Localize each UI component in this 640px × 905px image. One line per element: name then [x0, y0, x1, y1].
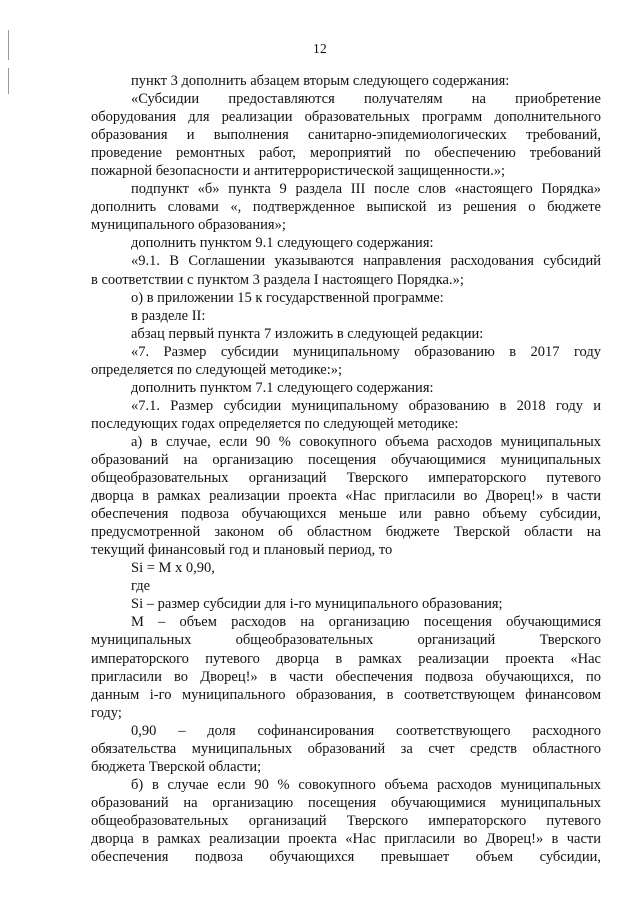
text-line: о) в приложении 15 к государственной программе:	[131, 289, 444, 306]
text-line: последующих годах определяется по следующей методике:	[91, 415, 459, 432]
text-line: в соответствии с пунктом 3 раздела I настоящего Порядка.»;	[91, 271, 464, 288]
scan-edge-mark	[8, 68, 9, 94]
text-line: общеобразовательных организаций Тверского императорского путевого	[91, 812, 601, 829]
text-line: муниципальных общеобразовательных организаций Тверского	[91, 632, 601, 649]
text-line: а) в случае, если 90 % совокупного объема расходов муниципальных	[131, 433, 601, 450]
text-line: дворца в рамках реализации проекта «Нас пригласили во Дворец!» в части	[91, 830, 601, 847]
page-number: 12	[313, 41, 327, 56]
text-line: пригласили во Дворец!» в части обеспечения подвоза обучающихся, по	[91, 668, 601, 685]
text-line: образований на организацию посещения обучающимися муниципальных	[91, 451, 601, 468]
text-line: подпункт «б» пункта 9 раздела III после слов «настоящего Порядка»	[131, 181, 601, 198]
text-line: «7. Размер субсидии муниципальному образованию в 2017 году	[131, 343, 601, 360]
text-line: Si – размер субсидии для i-го муниципального образования;	[131, 596, 503, 613]
text-line: «Субсидии предоставляются получателям на приобретение	[131, 91, 601, 108]
text-line: данным i-го муниципального образования, в соответствующем финансовом	[91, 686, 601, 703]
text-line: «9.1. В Соглашении указываются направления расходования субсидий	[131, 253, 601, 270]
text-line: Si = M x 0,90,	[131, 560, 215, 577]
text-line: бюджета Тверской области;	[91, 758, 262, 775]
text-line: образований на организацию посещения обучающимися муниципальных	[91, 794, 601, 811]
text-line: абзац первый пункта 7 изложить в следующей редакции:	[131, 325, 484, 342]
text-line: определяется по следующей методике:»;	[91, 361, 343, 378]
text-line: 0,90 – доля софинансирования соответствующего расходного	[131, 722, 601, 739]
text-line: «7.1. Размер субсидии муниципальному образованию в 2018 году и	[131, 397, 601, 414]
text-line: где	[131, 578, 151, 595]
text-line: М – объем расходов на организацию посещения обучающимися	[131, 614, 601, 631]
text-line: обеспечения подвоза обучающихся меньше или равно объему субсидии,	[91, 506, 601, 523]
text-line: обеспечения подвоза обучающихся превышает объем субсидии,	[91, 849, 601, 866]
text-line: дополнить пунктом 9.1 следующего содержания:	[131, 235, 434, 252]
text-line: предусмотренной законом об областном бюджете Тверской области на	[91, 524, 601, 541]
text-line: проведение ремонтных работ, мероприятий по обеспечению требований	[91, 145, 601, 162]
text-line: обязательства муниципальных образований за счет средств областного	[91, 740, 601, 757]
text-line: дополнить словами «, подтвержденное выпиской из решения о бюджете	[91, 199, 601, 216]
text-line: году;	[91, 704, 122, 721]
text-line: общеобразовательных организаций Тверского императорского путевого	[91, 470, 601, 487]
text-line: оборудования для реализации образовательных программ дополнительного	[91, 109, 601, 126]
text-line: б) в случае если 90 % совокупного объема расходов муниципальных	[131, 776, 601, 793]
document-body	[91, 72, 601, 866]
text-line: пункт 3 дополнить абзацем вторым следующего содержания:	[131, 73, 510, 89]
text-line: муниципального образования»;	[91, 217, 286, 234]
text-line: императорского путевого дворца в рамках реализации проекта «Нас	[91, 650, 601, 667]
text-line: дополнить пунктом 7.1 следующего содержания:	[131, 379, 434, 396]
text-line: пожарной безопасности и антитеррористической защищенности.»;	[91, 163, 506, 180]
text-line: образования и выполнения санитарно-эпидемиологических требований,	[91, 127, 601, 144]
text-line: в разделе II:	[131, 307, 206, 324]
text-line: дворца в рамках реализации проекта «Нас пригласили во Дворец!» в части	[91, 488, 601, 505]
text-line: текущий финансовый год и плановый период, то	[91, 542, 393, 559]
